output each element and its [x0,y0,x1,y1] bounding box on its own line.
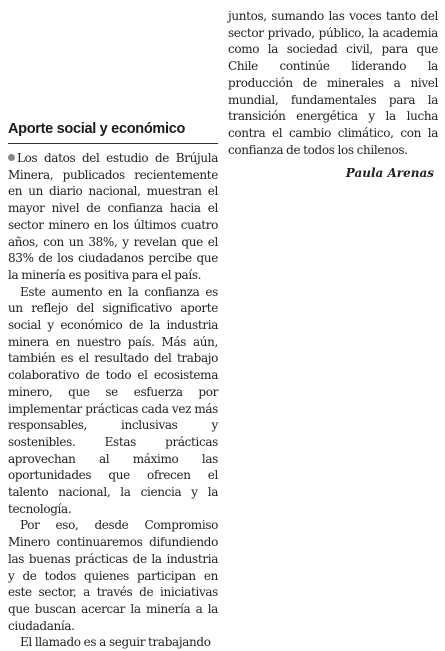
section-heading: Aporte social y económico [8,120,218,144]
paragraph-4: El llamado es a seguir trabajando [20,635,211,650]
right-column-text: juntos, sumando las voces tanto del sector privado, público, la academia como la sociedad civil, para que Chile continúe liderando la producción de minerales a nivel mundial, fundamentales para la transición energética y la lucha contra el cambio climático, con la confianza de todos los chilenos. [228,9,438,157]
paragraph-1 [8,150,218,284]
paragraph-1-text: Los datos del estudio de Brújula Minera, publicados recientemente en un diario nacional, muestran el mayor nivel de confianza hacia el sector minero en los últimos cuatro años, con un 38%, y revelan que el 83% de los ciudadanos percibe que la minería es positiva para el país. [8,151,218,282]
left-column [8,120,218,651]
right-column [228,8,438,180]
author-byline: Paula Arenas [345,166,434,181]
paragraph-3: Por eso, desde Compromiso Minero continuaremos difundiendo las buenas prácticas de la industria y de todos quienes participan en este sector, a través de iniciativas que buscan acercar la minería a la ciudadanía. [8,518,218,633]
bullet-icon [8,154,15,161]
paragraph-2: Este aumento en la confianza es un reflejo del significativo aporte social y económico de la industria minera en nuestro país. Más aún, también es el resultado del trabajo colaborativo de todo el ecosistema minero, que se esfuerza por implementar prácticas cada vez más responsables, inclusivas y sostenibles. Estas prácticas aprovechan al máximo las oportunidades que ofrecen el talento nacional, la ciencia y la tecnología. [8,284,218,516]
